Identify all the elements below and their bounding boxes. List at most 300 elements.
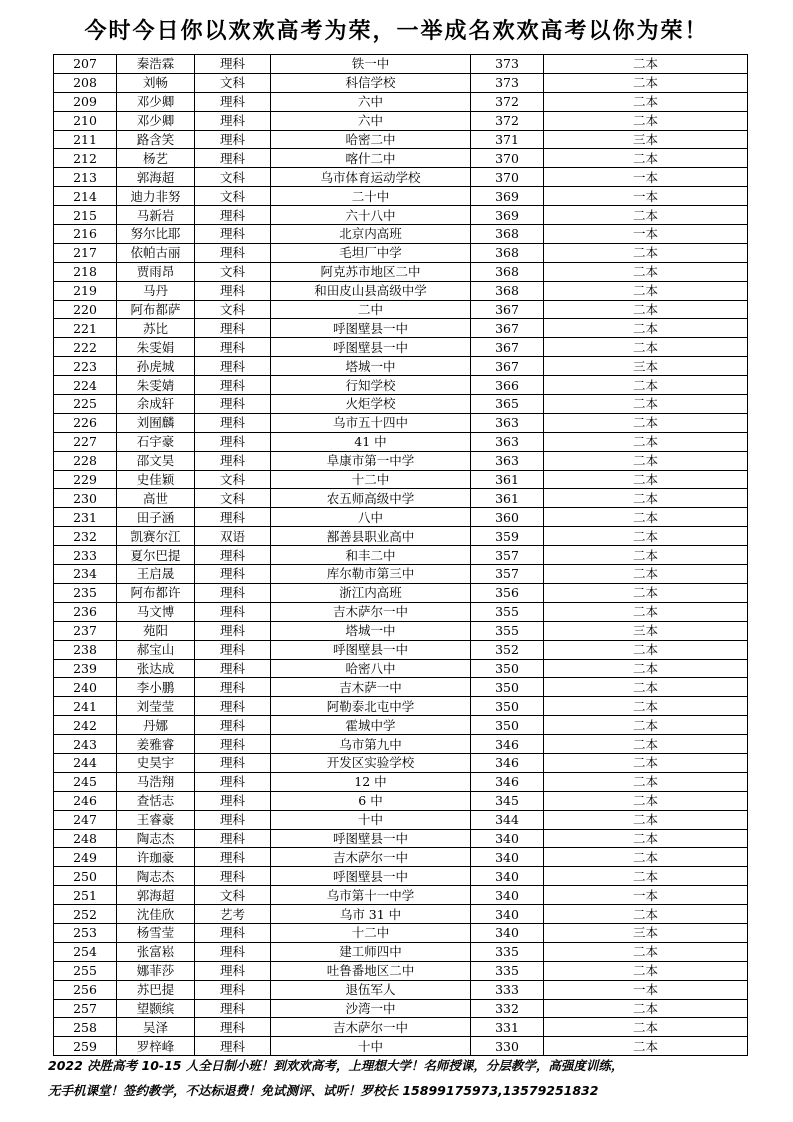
cell-name: 马新岩 <box>117 206 195 225</box>
cell-subject: 理科 <box>195 1037 271 1056</box>
cell-tier: 二本 <box>544 376 748 395</box>
cell-school: 和丰二中 <box>271 546 471 565</box>
cell-school: 建工师四中 <box>271 942 471 961</box>
cell-name: 马丹 <box>117 281 195 300</box>
cell-tier: 二本 <box>544 640 748 659</box>
cell-tier: 二本 <box>544 508 748 527</box>
cell-name: 苏比 <box>117 319 195 338</box>
cell-subject: 理科 <box>195 92 271 111</box>
cell-school: 二中 <box>271 300 471 319</box>
table-row <box>54 829 748 848</box>
cell-subject: 理科 <box>195 508 271 527</box>
cell-tier: 三本 <box>544 357 748 376</box>
table-row <box>54 508 748 527</box>
cell-subject: 理科 <box>195 432 271 451</box>
cell-name: 刘畅 <box>117 73 195 92</box>
cell-rank: 254 <box>54 942 117 961</box>
table-row <box>54 130 748 149</box>
cell-subject: 理科 <box>195 546 271 565</box>
table-row <box>54 489 748 508</box>
cell-subject: 理科 <box>195 413 271 432</box>
cell-name: 马文博 <box>117 602 195 621</box>
cell-score: 360 <box>471 508 544 527</box>
cell-tier: 二本 <box>544 55 748 74</box>
cell-subject: 文科 <box>195 168 271 187</box>
cell-school: 哈密八中 <box>271 659 471 678</box>
cell-score: 366 <box>471 376 544 395</box>
cell-score: 350 <box>471 697 544 716</box>
cell-score: 340 <box>471 848 544 867</box>
table-row <box>54 357 748 376</box>
cell-score: 373 <box>471 73 544 92</box>
cell-subject: 理科 <box>195 810 271 829</box>
cell-school: 阿克苏市地区二中 <box>271 262 471 281</box>
cell-school: 吉木萨尔一中 <box>271 848 471 867</box>
cell-subject: 理科 <box>195 980 271 999</box>
cell-tier: 二本 <box>544 735 748 754</box>
cell-name: 史佳颖 <box>117 470 195 489</box>
table-row <box>54 867 748 886</box>
cell-subject: 理科 <box>195 583 271 602</box>
cell-score: 371 <box>471 130 544 149</box>
cell-school: 六十八中 <box>271 206 471 225</box>
cell-rank: 247 <box>54 810 117 829</box>
cell-tier: 二本 <box>544 489 748 508</box>
cell-subject: 理科 <box>195 772 271 791</box>
cell-tier: 二本 <box>544 753 748 772</box>
cell-school: 塔城一中 <box>271 357 471 376</box>
cell-name: 石宇豪 <box>117 432 195 451</box>
cell-tier: 一本 <box>544 225 748 244</box>
score-table-body <box>54 55 748 1056</box>
cell-school: 6 中 <box>271 791 471 810</box>
cell-rank: 220 <box>54 300 117 319</box>
cell-tier: 二本 <box>544 319 748 338</box>
cell-score: 350 <box>471 678 544 697</box>
cell-subject: 理科 <box>195 55 271 74</box>
cell-name: 苑阳 <box>117 621 195 640</box>
cell-tier: 二本 <box>544 942 748 961</box>
cell-subject: 理科 <box>195 357 271 376</box>
cell-name: 杨艺 <box>117 149 195 168</box>
cell-school: 乌市第十一中学 <box>271 886 471 905</box>
cell-tier: 二本 <box>544 281 748 300</box>
cell-tier: 二本 <box>544 470 748 489</box>
cell-rank: 238 <box>54 640 117 659</box>
cell-subject: 文科 <box>195 262 271 281</box>
cell-name: 刘莹莹 <box>117 697 195 716</box>
cell-rank: 240 <box>54 678 117 697</box>
cell-subject: 文科 <box>195 300 271 319</box>
cell-name: 史昊宇 <box>117 753 195 772</box>
table-row <box>54 980 748 999</box>
cell-subject: 理科 <box>195 281 271 300</box>
cell-tier: 三本 <box>544 923 748 942</box>
cell-tier: 二本 <box>544 338 748 357</box>
cell-tier: 二本 <box>544 848 748 867</box>
table-row <box>54 55 748 74</box>
cell-tier: 二本 <box>544 432 748 451</box>
cell-school: 乌市五十四中 <box>271 413 471 432</box>
cell-tier: 二本 <box>544 999 748 1018</box>
cell-tier: 二本 <box>544 716 748 735</box>
cell-tier: 一本 <box>544 886 748 905</box>
cell-subject: 理科 <box>195 867 271 886</box>
cell-name: 阿布都萨 <box>117 300 195 319</box>
cell-school: 北京内高班 <box>271 225 471 244</box>
cell-subject: 理科 <box>195 376 271 395</box>
cell-rank: 251 <box>54 886 117 905</box>
cell-rank: 211 <box>54 130 117 149</box>
cell-school: 和田皮山县高级中学 <box>271 281 471 300</box>
cell-tier: 二本 <box>544 413 748 432</box>
cell-school: 呼图壁县一中 <box>271 829 471 848</box>
cell-school: 12 中 <box>271 772 471 791</box>
cell-rank: 228 <box>54 451 117 470</box>
cell-score: 368 <box>471 243 544 262</box>
cell-name: 邓少卿 <box>117 111 195 130</box>
cell-tier: 二本 <box>544 1018 748 1037</box>
cell-subject: 理科 <box>195 942 271 961</box>
cell-subject: 理科 <box>195 243 271 262</box>
cell-score: 369 <box>471 187 544 206</box>
table-row <box>54 791 748 810</box>
cell-tier: 二本 <box>544 1037 748 1056</box>
cell-subject: 文科 <box>195 886 271 905</box>
cell-score: 361 <box>471 470 544 489</box>
cell-score: 356 <box>471 583 544 602</box>
cell-score: 368 <box>471 262 544 281</box>
cell-school: 乌市第九中 <box>271 735 471 754</box>
cell-school: 浙江内高班 <box>271 583 471 602</box>
cell-name: 王启晟 <box>117 565 195 584</box>
cell-name: 夏尔巴提 <box>117 546 195 565</box>
cell-score: 357 <box>471 546 544 565</box>
cell-school: 六中 <box>271 92 471 111</box>
cell-rank: 239 <box>54 659 117 678</box>
cell-subject: 理科 <box>195 961 271 980</box>
cell-school: 吉木萨尔一中 <box>271 1018 471 1037</box>
cell-subject: 双语 <box>195 527 271 546</box>
table-row <box>54 206 748 225</box>
cell-score: 340 <box>471 905 544 924</box>
cell-rank: 223 <box>54 357 117 376</box>
cell-rank: 248 <box>54 829 117 848</box>
table-row <box>54 678 748 697</box>
cell-name: 许珈豪 <box>117 848 195 867</box>
cell-name: 路含笑 <box>117 130 195 149</box>
cell-tier: 二本 <box>544 111 748 130</box>
table-row <box>54 149 748 168</box>
cell-name: 田子涵 <box>117 508 195 527</box>
cell-rank: 216 <box>54 225 117 244</box>
cell-name: 余成轩 <box>117 395 195 414</box>
cell-tier: 二本 <box>544 697 748 716</box>
cell-tier: 二本 <box>544 905 748 924</box>
cell-school: 呼图壁县一中 <box>271 640 471 659</box>
cell-rank: 249 <box>54 848 117 867</box>
cell-name: 马浩翔 <box>117 772 195 791</box>
table-row <box>54 470 748 489</box>
cell-tier: 二本 <box>544 810 748 829</box>
cell-rank: 214 <box>54 187 117 206</box>
cell-score: 350 <box>471 659 544 678</box>
cell-rank: 207 <box>54 55 117 74</box>
cell-subject: 理科 <box>195 338 271 357</box>
cell-score: 355 <box>471 621 544 640</box>
cell-score: 330 <box>471 1037 544 1056</box>
cell-rank: 236 <box>54 602 117 621</box>
cell-name: 望颢缤 <box>117 999 195 1018</box>
table-row <box>54 621 748 640</box>
table-row <box>54 546 748 565</box>
cell-school: 呼图壁县一中 <box>271 867 471 886</box>
table-row <box>54 413 748 432</box>
cell-tier: 二本 <box>544 867 748 886</box>
cell-name: 秦浩霖 <box>117 55 195 74</box>
cell-tier: 二本 <box>544 678 748 697</box>
cell-score: 369 <box>471 206 544 225</box>
cell-rank: 255 <box>54 961 117 980</box>
cell-rank: 226 <box>54 413 117 432</box>
cell-rank: 225 <box>54 395 117 414</box>
cell-score: 340 <box>471 829 544 848</box>
table-row <box>54 338 748 357</box>
cell-tier: 三本 <box>544 130 748 149</box>
cell-rank: 227 <box>54 432 117 451</box>
cell-rank: 231 <box>54 508 117 527</box>
cell-school: 霍城中学 <box>271 716 471 735</box>
cell-rank: 217 <box>54 243 117 262</box>
cell-subject: 理科 <box>195 697 271 716</box>
table-row <box>54 602 748 621</box>
cell-name: 邓少卿 <box>117 92 195 111</box>
cell-rank: 213 <box>54 168 117 187</box>
cell-rank: 222 <box>54 338 117 357</box>
cell-tier: 二本 <box>544 583 748 602</box>
cell-name: 迪力非努 <box>117 187 195 206</box>
table-row <box>54 753 748 772</box>
cell-school: 铁一中 <box>271 55 471 74</box>
cell-rank: 208 <box>54 73 117 92</box>
cell-rank: 258 <box>54 1018 117 1037</box>
table-row <box>54 583 748 602</box>
cell-score: 333 <box>471 980 544 999</box>
cell-name: 朱雯婧 <box>117 376 195 395</box>
page-header-slogan: 今时今日你以欢欢高考为荣，一举成名欢欢高考以你为荣！ <box>84 19 709 44</box>
cell-name: 张富崧 <box>117 942 195 961</box>
cell-score: 335 <box>471 942 544 961</box>
cell-score: 340 <box>471 867 544 886</box>
cell-school: 十中 <box>271 810 471 829</box>
table-row <box>54 168 748 187</box>
cell-subject: 理科 <box>195 923 271 942</box>
cell-name: 郭海超 <box>117 168 195 187</box>
cell-school: 喀什二中 <box>271 149 471 168</box>
cell-score: 340 <box>471 923 544 942</box>
cell-name: 丹娜 <box>117 716 195 735</box>
table-row <box>54 961 748 980</box>
cell-name: 娜菲莎 <box>117 961 195 980</box>
cell-name: 张达成 <box>117 659 195 678</box>
cell-tier: 二本 <box>544 791 748 810</box>
table-row <box>54 659 748 678</box>
cell-score: 368 <box>471 281 544 300</box>
cell-score: 367 <box>471 338 544 357</box>
cell-rank: 229 <box>54 470 117 489</box>
cell-score: 368 <box>471 225 544 244</box>
cell-school: 二十中 <box>271 187 471 206</box>
cell-tier: 二本 <box>544 961 748 980</box>
cell-tier: 二本 <box>544 395 748 414</box>
cell-subject: 理科 <box>195 130 271 149</box>
cell-school: 农五师高级中学 <box>271 489 471 508</box>
cell-name: 凯赛尔江 <box>117 527 195 546</box>
table-row <box>54 735 748 754</box>
cell-school: 库尔勒市第三中 <box>271 565 471 584</box>
cell-school: 火炬学校 <box>271 395 471 414</box>
cell-rank: 233 <box>54 546 117 565</box>
cell-score: 363 <box>471 451 544 470</box>
cell-name: 高世 <box>117 489 195 508</box>
cell-subject: 理科 <box>195 716 271 735</box>
table-row <box>54 905 748 924</box>
cell-subject: 理科 <box>195 111 271 130</box>
cell-tier: 一本 <box>544 168 748 187</box>
cell-rank: 221 <box>54 319 117 338</box>
cell-score: 350 <box>471 716 544 735</box>
table-row <box>54 319 748 338</box>
cell-name: 陶志杰 <box>117 829 195 848</box>
cell-school: 吉木萨一中 <box>271 678 471 697</box>
cell-school: 六中 <box>271 111 471 130</box>
cell-tier: 二本 <box>544 527 748 546</box>
cell-tier: 二本 <box>544 602 748 621</box>
cell-tier: 二本 <box>544 565 748 584</box>
cell-score: 370 <box>471 149 544 168</box>
cell-score: 367 <box>471 357 544 376</box>
cell-tier: 二本 <box>544 92 748 111</box>
cell-name: 王睿豪 <box>117 810 195 829</box>
cell-name: 孙虎城 <box>117 357 195 376</box>
cell-rank: 215 <box>54 206 117 225</box>
cell-school: 乌市 31 中 <box>271 905 471 924</box>
cell-school: 乌市体育运动学校 <box>271 168 471 187</box>
table-row <box>54 942 748 961</box>
cell-score: 372 <box>471 111 544 130</box>
cell-score: 331 <box>471 1018 544 1037</box>
cell-subject: 文科 <box>195 73 271 92</box>
cell-subject: 理科 <box>195 206 271 225</box>
cell-rank: 219 <box>54 281 117 300</box>
cell-score: 365 <box>471 395 544 414</box>
table-row <box>54 810 748 829</box>
table-row <box>54 565 748 584</box>
cell-score: 346 <box>471 753 544 772</box>
cell-rank: 230 <box>54 489 117 508</box>
cell-name: 苏巴提 <box>117 980 195 999</box>
table-row <box>54 92 748 111</box>
cell-subject: 理科 <box>195 735 271 754</box>
cell-rank: 209 <box>54 92 117 111</box>
cell-score: 372 <box>471 92 544 111</box>
cell-subject: 文科 <box>195 470 271 489</box>
cell-tier: 二本 <box>544 149 748 168</box>
cell-subject: 理科 <box>195 451 271 470</box>
cell-subject: 理科 <box>195 753 271 772</box>
cell-score: 340 <box>471 886 544 905</box>
cell-name: 朱雯娟 <box>117 338 195 357</box>
cell-rank: 234 <box>54 565 117 584</box>
cell-score: 367 <box>471 300 544 319</box>
cell-school: 开发区实验学校 <box>271 753 471 772</box>
cell-name: 查恬志 <box>117 791 195 810</box>
cell-school: 科信学校 <box>271 73 471 92</box>
cell-name: 努尔比耶 <box>117 225 195 244</box>
cell-score: 357 <box>471 565 544 584</box>
cell-name: 李小鹏 <box>117 678 195 697</box>
cell-school: 鄯善县职业高中 <box>271 527 471 546</box>
cell-rank: 242 <box>54 716 117 735</box>
footer-advertisement <box>48 1053 748 1103</box>
cell-name: 邵文昊 <box>117 451 195 470</box>
cell-tier: 二本 <box>544 659 748 678</box>
cell-score: 346 <box>471 735 544 754</box>
cell-score: 332 <box>471 999 544 1018</box>
cell-name: 沈佳欣 <box>117 905 195 924</box>
cell-subject: 文科 <box>195 489 271 508</box>
table-row <box>54 886 748 905</box>
cell-school: 毛坦厂中学 <box>271 243 471 262</box>
cell-school: 行知学校 <box>271 376 471 395</box>
cell-subject: 理科 <box>195 149 271 168</box>
cell-rank: 212 <box>54 149 117 168</box>
cell-subject: 理科 <box>195 621 271 640</box>
footer-line-2: 无手机课堂！签约教学，不达标退费！免试测评、试听！罗校长 15899175973,13579251832 <box>48 1083 599 1098</box>
cell-school: 呼图壁县一中 <box>271 319 471 338</box>
cell-subject: 理科 <box>195 565 271 584</box>
cell-name: 阿布都许 <box>117 583 195 602</box>
cell-name: 吴泽 <box>117 1018 195 1037</box>
cell-tier: 二本 <box>544 206 748 225</box>
cell-school: 十中 <box>271 1037 471 1056</box>
cell-school: 十二中 <box>271 923 471 942</box>
cell-score: 346 <box>471 772 544 791</box>
cell-rank: 244 <box>54 753 117 772</box>
cell-tier: 二本 <box>544 262 748 281</box>
cell-score: 370 <box>471 168 544 187</box>
cell-subject: 理科 <box>195 602 271 621</box>
cell-tier: 二本 <box>544 243 748 262</box>
cell-tier: 三本 <box>544 621 748 640</box>
cell-school: 41 中 <box>271 432 471 451</box>
table-row <box>54 848 748 867</box>
cell-school: 十二中 <box>271 470 471 489</box>
cell-name: 杨雪莹 <box>117 923 195 942</box>
cell-subject: 理科 <box>195 659 271 678</box>
cell-subject: 艺考 <box>195 905 271 924</box>
cell-rank: 256 <box>54 980 117 999</box>
table-row <box>54 923 748 942</box>
cell-rank: 210 <box>54 111 117 130</box>
cell-score: 373 <box>471 55 544 74</box>
cell-school: 八中 <box>271 508 471 527</box>
table-row <box>54 111 748 130</box>
cell-score: 355 <box>471 602 544 621</box>
cell-score: 359 <box>471 527 544 546</box>
cell-name: 依帕古丽 <box>117 243 195 262</box>
table-row <box>54 451 748 470</box>
